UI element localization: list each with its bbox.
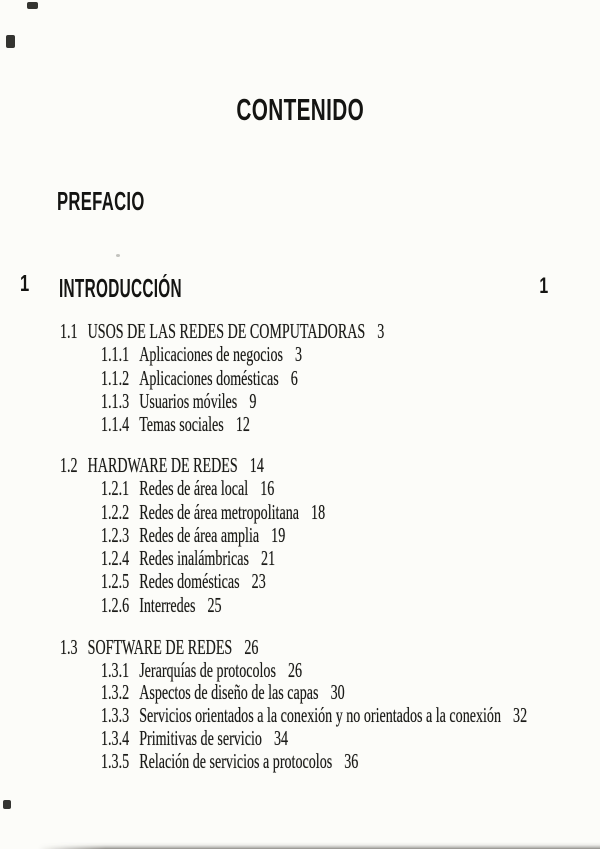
toc-item	[101, 413, 398, 436]
scan-artifact-mark	[6, 35, 15, 48]
chapter-title-text: INTRODUCCIÓN	[59, 273, 182, 303]
toc-item	[101, 390, 398, 413]
toc-item	[101, 367, 398, 390]
entry-number: 1.2	[60, 453, 78, 477]
entry-page-number: 6	[290, 365, 298, 390]
entry-page-number: 16	[260, 476, 275, 501]
entry-number: 1.3.5	[101, 748, 130, 773]
entry-number: 1.1.1	[101, 342, 130, 367]
toc-item	[101, 524, 325, 547]
page-title	[0, 94, 600, 125]
toc-section-heading	[60, 454, 312, 477]
entry-title: USOS DE LAS REDES DE COMPUTADORAS	[87, 319, 366, 343]
entry-title: SOFTWARE DE REDES	[87, 635, 233, 659]
entry-page-number: 9	[249, 388, 257, 413]
scan-smudge	[116, 254, 120, 257]
entry-page-number: 21	[261, 546, 276, 571]
chapter-page-number	[536, 275, 548, 297]
entry-title: Redes de área amplia	[139, 522, 260, 547]
scan-artifact-mark	[27, 2, 38, 9]
entry-number: 1.3.1	[101, 657, 130, 682]
entry-page-number: 32	[513, 703, 528, 728]
entry-title: Redes inalámbricas	[139, 546, 249, 571]
entry-page-number: 14	[249, 453, 264, 477]
entry-page-number: 23	[251, 569, 266, 594]
entry-page-number: 12	[235, 412, 250, 437]
toc-item	[101, 477, 325, 500]
toc-item	[101, 343, 398, 366]
preface-heading-text: PREFACIO	[57, 186, 145, 216]
toc-section-hardware	[60, 454, 435, 617]
entry-page-number: 18	[311, 499, 326, 524]
entry-title: Redes de área local	[139, 476, 249, 501]
entry-title: Aplicaciones domésticas	[139, 365, 279, 390]
entry-page-number: 25	[207, 592, 222, 617]
toc-section-software	[60, 636, 600, 772]
scan-bottom-shadow	[38, 842, 600, 849]
toc-item	[101, 681, 527, 704]
entry-page-number: 19	[271, 522, 286, 547]
entry-page-number: 3	[295, 342, 303, 367]
entry-number: 1.2.4	[101, 546, 130, 571]
entry-title: Interredes	[139, 592, 196, 617]
toc-section-uses	[60, 320, 544, 436]
entry-page-number: 30	[330, 680, 345, 705]
entry-number: 1.3.4	[101, 725, 130, 750]
toc-item	[101, 501, 325, 524]
toc-item	[101, 594, 325, 617]
entry-number: 1.1.3	[101, 388, 130, 413]
toc-item	[101, 570, 325, 593]
chapter-page-number-text: 1	[539, 273, 548, 298]
entry-title: Relación de servicios a protocolos	[139, 748, 333, 773]
chapter-title	[59, 275, 267, 301]
entry-title: Aspectos de diseño de las capas	[139, 680, 319, 705]
toc-item	[101, 727, 527, 750]
entry-page-number: 26	[244, 635, 259, 659]
entry-number: 1.3.2	[101, 680, 130, 705]
entry-number: 1.2.1	[101, 476, 130, 501]
entry-number: 1.2.6	[101, 592, 130, 617]
entry-number: 1.3.3	[101, 703, 130, 728]
entry-title: Jerarquías de protocolos	[139, 657, 276, 682]
entry-number: 1.2.2	[101, 499, 130, 524]
entry-number: 1.2.3	[101, 522, 130, 547]
entry-title: Servicios orientados a la conexión y no orientados a la conexión	[139, 703, 502, 728]
entry-title: Usuarios móviles	[139, 388, 238, 413]
entry-title: Primitivas de servicio	[139, 725, 262, 750]
entry-page-number: 3	[377, 319, 385, 343]
entry-title: Redes de área metropolitana	[139, 499, 299, 524]
entry-page-number: 36	[344, 748, 359, 773]
scan-artifact-mark	[3, 800, 11, 809]
entry-title: Temas sociales	[139, 412, 224, 437]
chapter-number-text: 1	[20, 270, 30, 296]
chapter-number	[20, 272, 33, 295]
entry-number: 1.1.2	[101, 365, 130, 390]
toc-item	[101, 750, 527, 773]
page-title-text: CONTENIDO	[236, 92, 364, 127]
preface-heading	[57, 188, 194, 214]
entry-page-number: 34	[273, 725, 289, 750]
toc-item	[101, 547, 325, 570]
entry-number: 1.1.4	[101, 412, 130, 437]
entry-number: 1.3	[60, 635, 78, 659]
toc-section-heading	[60, 636, 514, 659]
entry-page-number: 26	[288, 657, 303, 682]
toc-section-heading	[60, 320, 384, 343]
toc-item	[101, 704, 527, 727]
entry-title: Aplicaciones de negocios	[139, 342, 283, 367]
entry-title: Redes domésticas	[139, 569, 240, 594]
entry-number: 1.2.5	[101, 569, 130, 594]
toc-item	[101, 659, 527, 682]
entry-number: 1.1	[60, 319, 78, 343]
entry-title: HARDWARE DE REDES	[87, 453, 238, 477]
